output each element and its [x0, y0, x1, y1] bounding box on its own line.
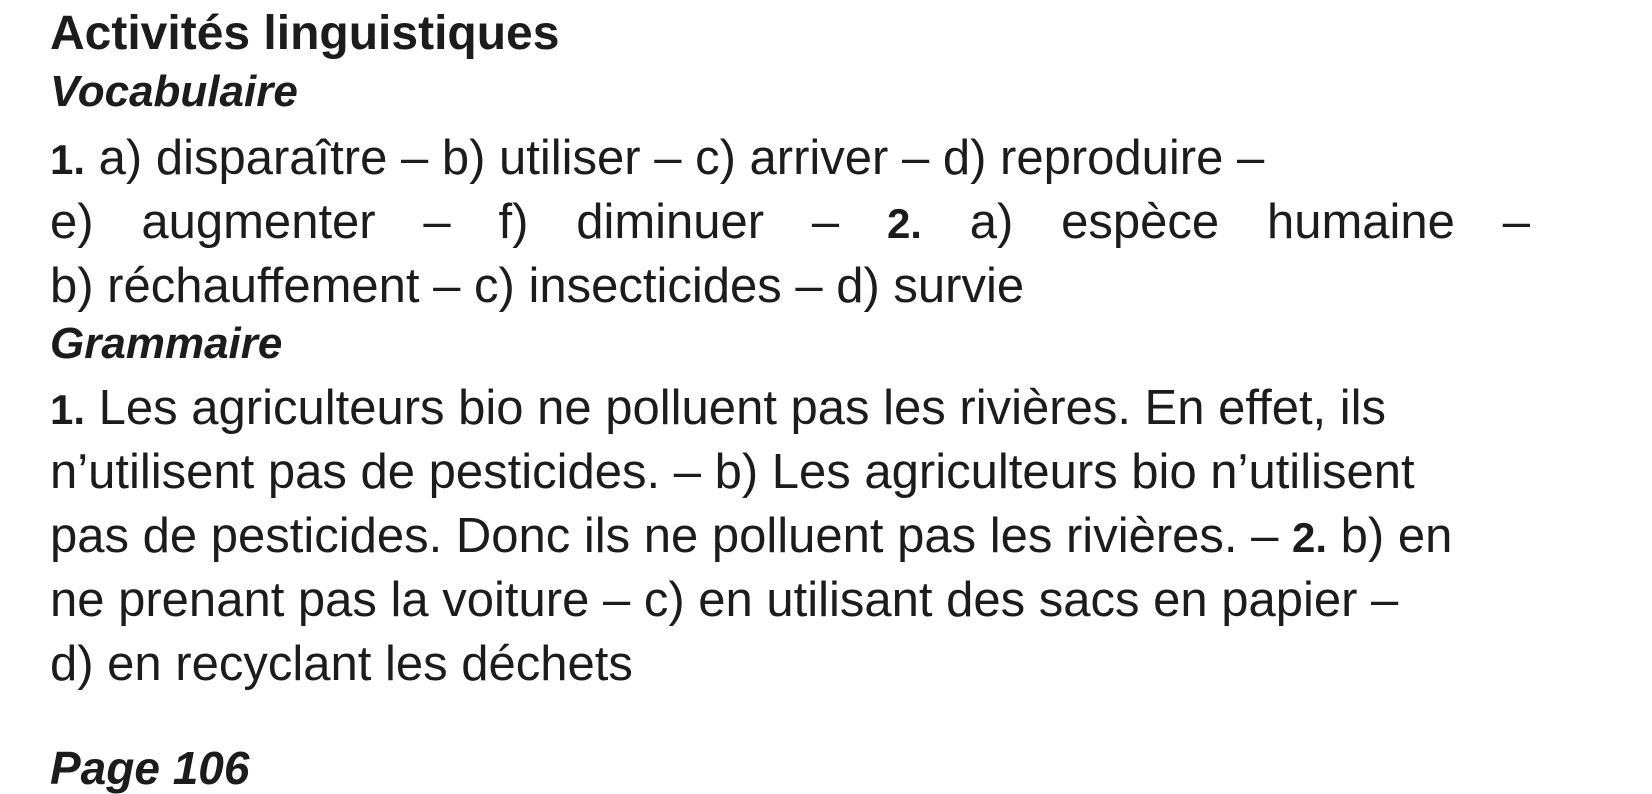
grammaire-line	[50, 632, 1530, 696]
section-title: Activités linguistiques	[50, 7, 560, 60]
exercise-number: 2.	[1292, 514, 1328, 561]
answer-text: pas de pesticides. Donc ils ne polluent pas les rivières. –	[50, 509, 1279, 563]
answer-text: n’utilisent pas de pesticides. – b) Les agriculteurs bio n’utilisent	[50, 445, 1415, 499]
answer-text: d) en recyclant les déchets	[50, 637, 633, 691]
exercise-number: 2.	[886, 200, 922, 247]
answer-text: a) disparaître – b) utiliser – c) arriver – d) reproduire –	[98, 131, 1265, 185]
answer-text: b) réchauffement – c) insecticides – d) survie	[50, 259, 1025, 313]
grammaire-line	[50, 376, 1530, 440]
vocabulaire-title: Vocabulaire	[50, 67, 298, 116]
grammaire-title: Grammaire	[50, 319, 283, 368]
answer-text: a) espèce humaine –	[969, 195, 1530, 249]
grammaire-line	[50, 440, 1530, 504]
vocabulaire-line	[50, 126, 1530, 190]
vocabulaire-answers	[50, 126, 1530, 318]
exercise-number: 1.	[50, 136, 86, 183]
exercise-number: 1.	[50, 386, 86, 433]
answer-text: Les agriculteurs bio ne polluent pas les rivières. En effet, ils	[98, 381, 1387, 435]
next-page-heading: Page 106	[50, 742, 250, 794]
vocabulaire-line	[50, 254, 1530, 318]
answer-text: ne prenant pas la voiture – c) en utilisant des sacs en papier –	[50, 573, 1399, 627]
answer-text: b) en	[1340, 509, 1453, 563]
answer-text: e) augmenter – f) diminuer –	[50, 195, 840, 249]
grammaire-line	[50, 504, 1530, 568]
grammaire-answers	[50, 376, 1530, 696]
grammaire-line	[50, 568, 1530, 632]
vocabulaire-line	[50, 190, 1530, 254]
